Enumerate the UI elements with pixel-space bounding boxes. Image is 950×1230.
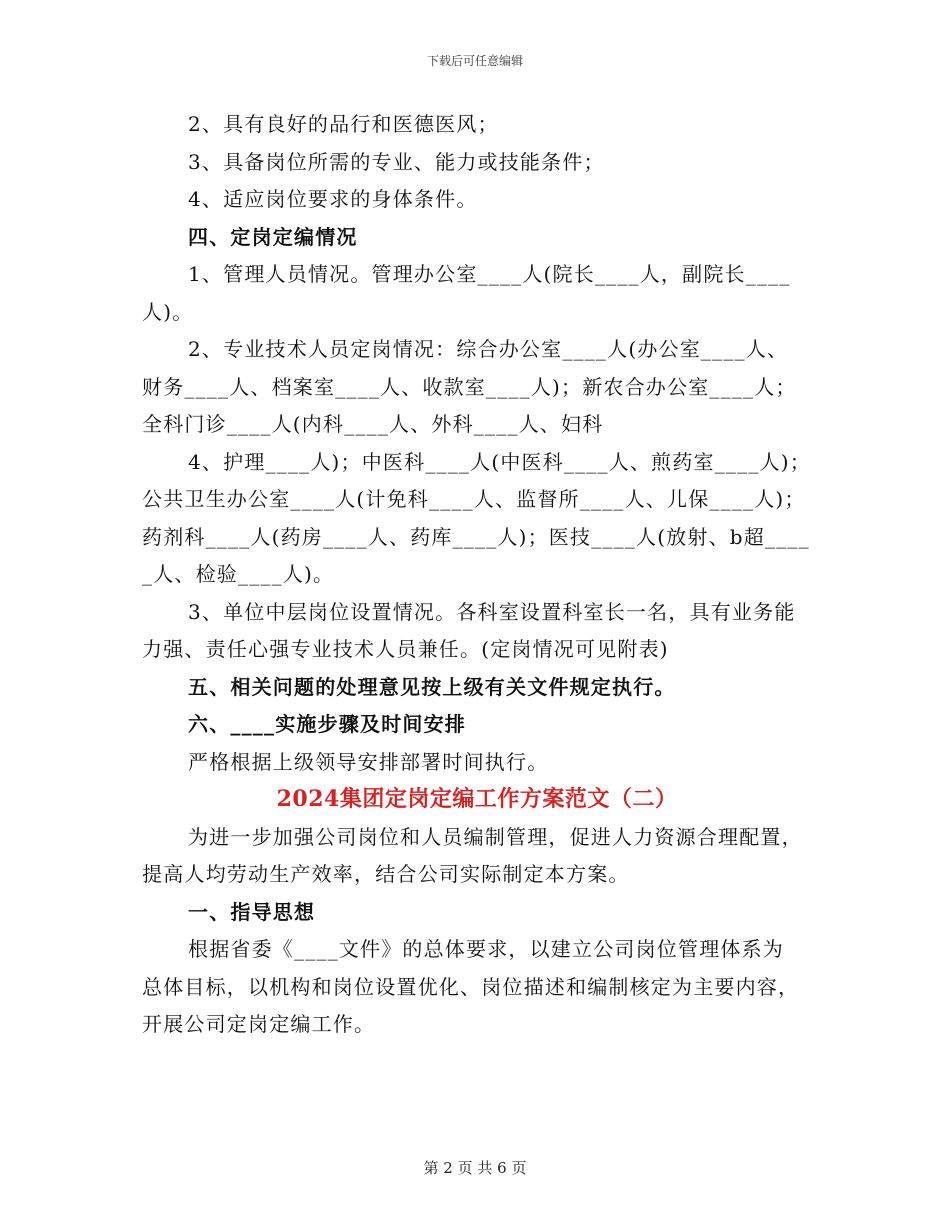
page-header: 下载后可任意编辑 <box>426 54 523 68</box>
text-line: 人)。 <box>142 299 194 324</box>
text-line: 2、具有良好的品行和医德医风； <box>188 112 499 136</box>
text-line: 2、专业技术人员定岗情况：综合办公室____人(办公室____人、 <box>188 337 789 361</box>
document-body <box>142 106 812 1044</box>
text-line: 全科门诊____人(内科____人、外科____人、妇科 <box>142 412 604 436</box>
text-line: 3、具备岗位所需的专业、能力或技能条件； <box>188 149 605 174</box>
text-line: 严格根据上级领导安排部署时间执行。 <box>188 749 549 774</box>
section-title: 2024集团定岗定编工作方案范文（二） <box>276 786 678 812</box>
text-line: _人、检验____人)。 <box>142 562 335 586</box>
section-heading: 六、____实施步骤及时间安排 <box>188 712 466 736</box>
text-line: 4、适应岗位要求的身体条件。 <box>188 187 478 211</box>
page-footer: 第 2 页 共 6 页 <box>423 1159 527 1177</box>
section-heading: 四、定岗定编情况 <box>188 224 358 249</box>
text-line: 总体目标，以机构和岗位设置优化、岗位描述和编制核定为主要内容， <box>142 974 800 999</box>
text-line: 根据省委《____文件》的总体要求，以建立公司岗位管理体系为 <box>188 937 784 961</box>
text-line: 提高人均劳动生产效率，结合公司实际制定本方案。 <box>142 862 630 886</box>
section-heading: 一、指导思想 <box>188 899 316 924</box>
text-line: 药剂科____人(药房____人、药库____人)；医技____人(放射、b超____ <box>142 524 810 549</box>
text-line: 公共卫生办公室____人(计免科____人、监督所____人、儿保____人)； <box>142 487 806 511</box>
text-line: 开展公司定岗定编工作。 <box>142 1012 376 1036</box>
text-line: 1、管理人员情况。管理办公室____人(院长____人，副院长____ <box>188 262 791 286</box>
text-line: 4、护理____人)；中医科____人(中医科____人、煎药室____人)； <box>188 449 811 474</box>
text-line: 力强、责任心强专业技术人员兼任。(定岗情况可见附表) <box>142 637 669 661</box>
section-heading: 五、相关问题的处理意见按上级有关文件规定执行。 <box>188 674 676 699</box>
text-line: 3、单位中层岗位设置情况。各科室设置科室长一名，具有业务能 <box>188 599 796 624</box>
text-line: 为进一步加强公司岗位和人员编制管理，促进人力资源合理配置， <box>188 824 803 849</box>
text-line: 财务____人、档案室____人、收款室____人)；新农合办公室____人； <box>142 374 797 399</box>
